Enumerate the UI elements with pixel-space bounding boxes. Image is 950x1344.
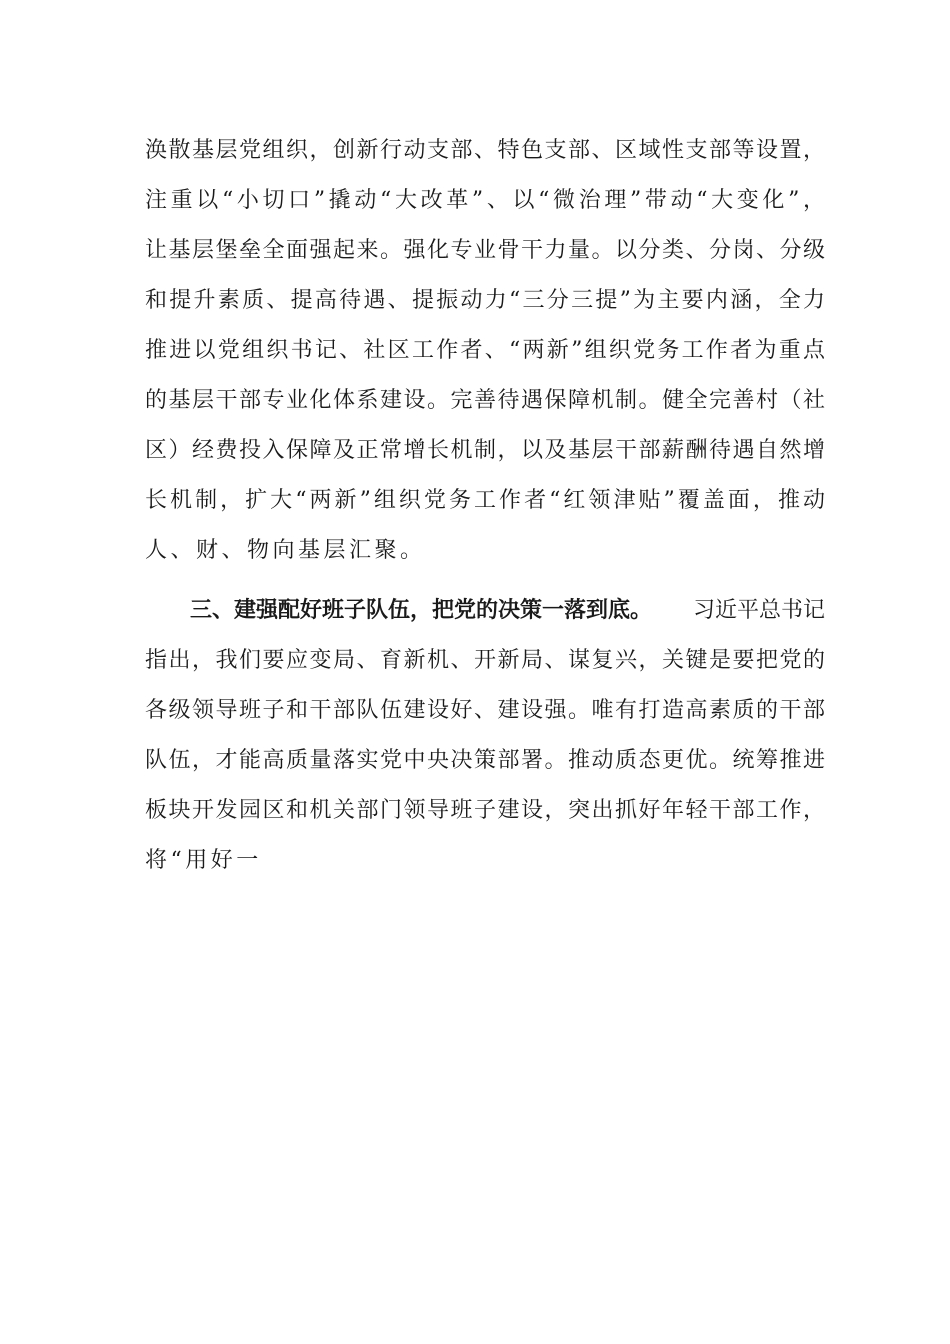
paragraph-line: 队伍，才能高质量落实党中央决策部署。推动质态更优。统筹推进 [145, 748, 825, 773]
paragraph-line: 各级领导班子和干部队伍建设好、建设强。唯有打造高素质的干部 [145, 698, 825, 723]
section-first-line-text: 习近平总书记 [692, 598, 825, 623]
paragraph-line: 长机制，扩大“两新”组织党务工作者“红领津贴”覆盖面，推动 [145, 488, 825, 513]
paragraph-line: 板块开发园区和机关部门领导班子建设，突出抓好年轻干部工作， [145, 798, 825, 823]
section-first-line [190, 596, 825, 626]
paragraph-line: 指出，我们要应变局、育新机、开新局、谋复兴，关键是要把党的 [145, 648, 825, 673]
section-heading: 三、建强配好班子队伍，把党的决策一落到底。 [190, 598, 653, 623]
paragraph-line: 让基层堡垒全面强起来。强化专业骨干力量。以分类、分岗、分级 [145, 238, 825, 263]
paragraph-line: 涣散基层党组织，创新行动支部、特色支部、区域性支部等设置， [145, 138, 825, 163]
paragraph-line: 人、财、物向基层汇聚。 [145, 538, 426, 563]
paragraph-line: 区）经费投入保障及正常增长机制，以及基层干部薪酬待遇自然增 [145, 438, 825, 463]
paragraph-line: 推进以党组织书记、社区工作者、“两新”组织党务工作者为重点 [145, 338, 825, 363]
paragraph-line: 注重以“小切口”撬动“大改革”、以“微治理”带动“大变化”， [145, 188, 825, 213]
paragraph-line: 将“用好一 [145, 848, 262, 873]
paragraph-line: 和提升素质、提高待遇、提振动力“三分三提”为主要内涵，全力 [145, 288, 825, 313]
paragraph-line: 的基层干部专业化体系建设。完善待遇保障机制。健全完善村（社 [145, 388, 825, 413]
